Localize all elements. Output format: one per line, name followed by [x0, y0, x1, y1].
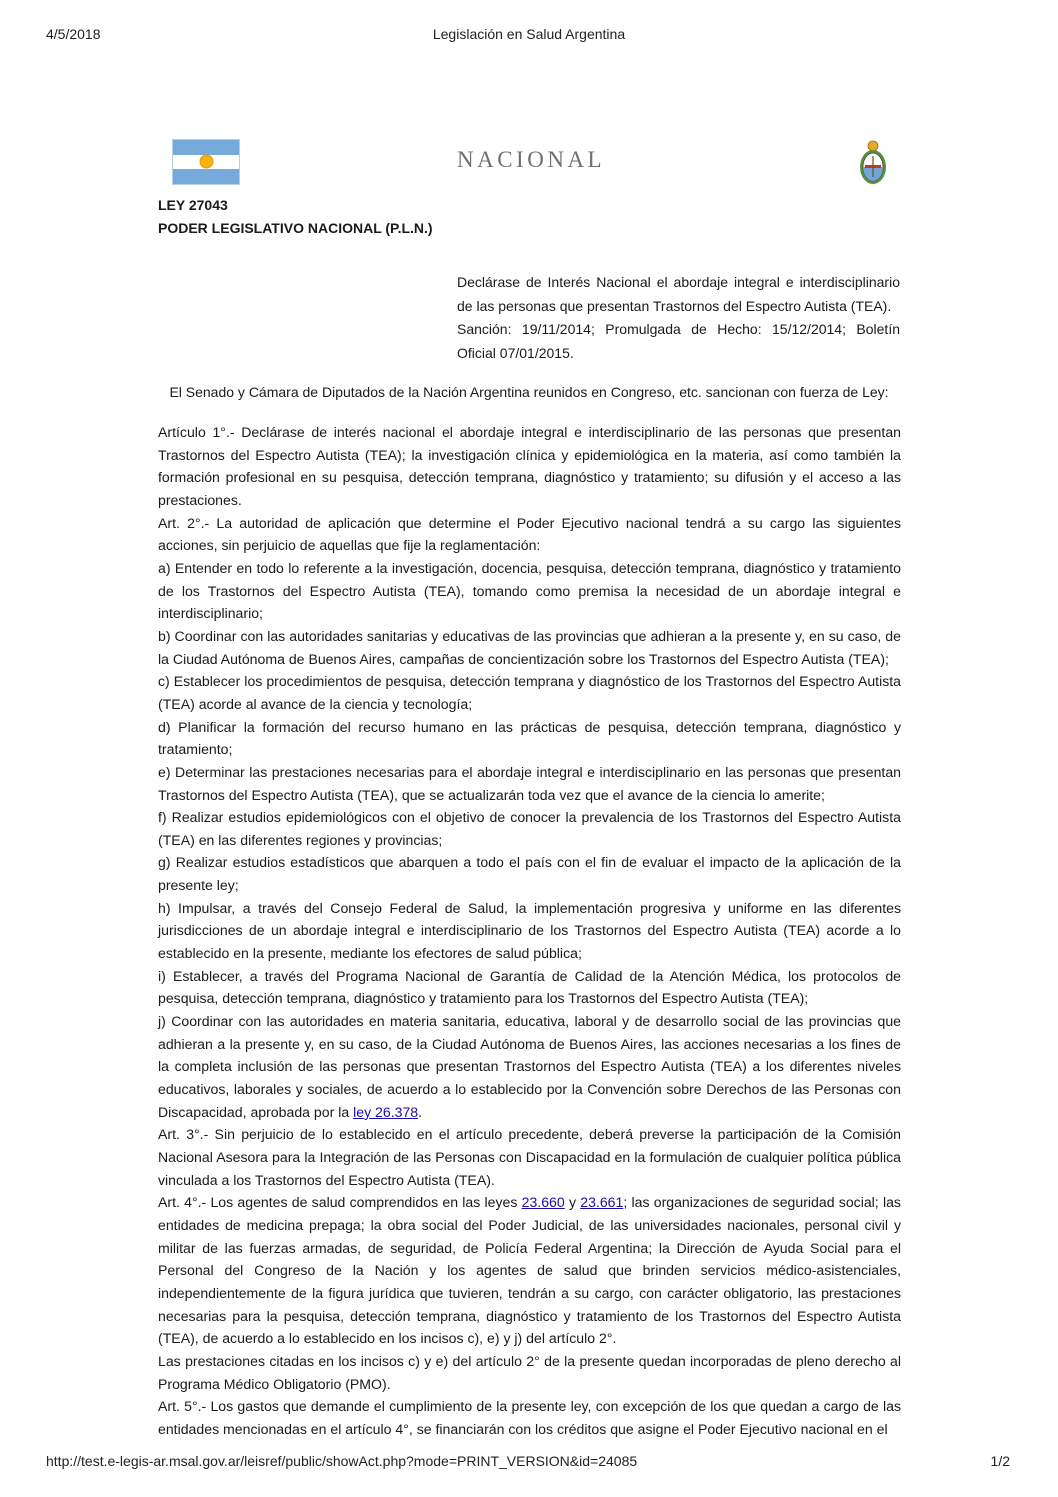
law-number: LEY 27043	[158, 197, 228, 213]
article-2-item-g: g) Realizar estudios estadísticos que abarquen a todo el país con el fin de evaluar el impacto de la aplicación de la presente ley;	[158, 854, 901, 894]
article-4-text-start: Art. 4°.- Los agentes de salud comprendidos en las leyes	[158, 1194, 522, 1211]
page-number: 1/2	[990, 1453, 1010, 1469]
law-issuer: PODER LEGISLATIVO NACIONAL (P.L.N.)	[158, 220, 433, 236]
article-4-conjunction: y	[564, 1194, 581, 1211]
law-heading	[158, 194, 433, 240]
law-body	[158, 421, 901, 1441]
law-23661-link[interactable]: 23.661	[580, 1194, 624, 1211]
law-summary-text: Declárase de Interés Nacional el abordaje integral e interdisciplinario de las personas que presentan Trastornos del Espectro Autista (TEA).	[457, 274, 900, 314]
sun-of-may-icon	[201, 156, 212, 167]
article-2-item-j-text: j) Coordinar con las autoridades en materia sanitaria, educativa, laboral y de desarrollo social de las provincias que adhieran a la presente y, en su caso, de la Ciudad Autónoma de Buenos Aires, las acciones necesarias a los fines de la completa inclusión de las personas que presentan Trastornos del Espectro Autista (TEA) a los diferentes niveles educativos, laborales y sociales, de acuerdo a lo establecido por la Convención sobre Derechos de las Personas con Discapacidad, aprobada por la	[158, 1013, 901, 1120]
argentina-coat-of-arms-icon	[855, 139, 891, 189]
article-2-item-j	[158, 1010, 901, 1123]
article-1: Artículo 1°.- Declárase de interés nacional el abordaje integral e interdisciplinario de las personas que presentan Trastornos del Espectro Autista (TEA); la investigación clínica y epidemiológica en la materia, así como también la formación profesional en su pesquisa, detección temprana, diagnóstico y tratamiento; su difusión y el acceso a las prestaciones.	[158, 424, 901, 508]
article-2-item-h: h) Impulsar, a través del Consejo Federal de Salud, la implementación progresiva y uniforme en las diferentes jurisdicciones de un abordaje integral e interdisciplinario de los Trastornos del Espectro Autista (TEA) acorde a lo establecido en la presente, mediante los efectores de salud pública;	[158, 899, 901, 962]
print-url: http://test.e-legis-ar.msal.gov.ar/leisref/public/showAct.php?mode=PRINT_VERSION&id=24085	[46, 1453, 638, 1469]
article-2-item-j-end: .	[418, 1103, 423, 1120]
law-26378-link[interactable]: ley 26.378	[353, 1103, 419, 1120]
article-2-item-f: f) Realizar estudios epidemiológicos con el objetivo de conocer la prevalencia de los Trastornos del Espectro Autista (TEA) en las diferentes regiones y provincias;	[158, 809, 901, 848]
print-header-title: Legislación en Salud Argentina	[432, 26, 626, 42]
article-2-item-c: c) Establecer los procedimientos de pesquisa, detección temprana y diagnóstico de los Trastornos del Espectro Autista (TEA) acorde al avance de la ciencia y tecnología;	[158, 673, 901, 712]
article-2-item-b: b) Coordinar con las autoridades sanitarias y educativas de las provincias que adhieran a la presente y, en su caso, de la Ciudad Autónoma de Buenos Aires, campañas de concientización sobre los Trastornos del Espectro Autista (TEA);	[158, 627, 901, 667]
article-2-item-e: e) Determinar las prestaciones necesarias para el abordaje integral e interdisciplinario en las personas que presentan Trastornos del Espectro Autista (TEA), que se actualizarán toda vez que el avance de la ciencia lo amerite;	[158, 763, 901, 803]
print-date: 4/5/2018	[46, 26, 101, 42]
pmo-paragraph: Las prestaciones citadas en los incisos c) y e) del artículo 2° de la presente quedan incorporadas de pleno derecho al Programa Médico Obligatorio (PMO).	[158, 1352, 901, 1392]
article-2-item-a: a) Entender en todo lo referente a la investigación, docencia, pesquisa, detección temprana, diagnóstico y tratamiento de los Trastornos del Espectro Autista (TEA), tomando como premisa la necesidad de un abordaje integral e interdisciplinario;	[158, 559, 901, 622]
article-3: Art. 3°.- Sin perjuicio de lo establecido en el artículo precedente, deberá preverse la participación de la Comisión Nacional Asesora para la Integración de las Personas con Discapacidad en la formulación de cualquier política pública vinculada a los Trastornos del Espectro Autista (TEA).	[158, 1126, 901, 1188]
law-summary	[457, 271, 900, 365]
law-23660-link[interactable]: 23.660	[521, 1194, 565, 1211]
article-2-item-i: i) Establecer, a través del Programa Nacional de Garantía de Calidad de la Atención Médica, los protocolos de pesquisa, detección temprana, diagnóstico y tratamiento para los Trastornos del Espectro Autista (TEA);	[158, 967, 901, 1007]
article-4-text-end: ; las organizaciones de seguridad social; las entidades de medicina prepaga; la obra social del Poder Judicial, de las universidades nacionales, personal civil y militar de las fuerzas armadas, de seguridad, de Policía Federal Argentina; la Dirección de Ayuda Social para el Personal del Congreso de la Nación y los agentes de salud que brinden servicios médico-asistenciales, independientemente de la figura jurídica que tuvieren, tendrán a su cargo, con carácter obligatorio, las prestaciones necesarias para la pesquisa, detección temprana, diagnóstico y tratamiento de los Trastornos del Espectro Autista (TEA), de acuerdo a lo establecido en los incisos c), e) y j) del artículo 2°.	[158, 1194, 901, 1347]
article-2-item-d: d) Planificar la formación del recurso humano en las prácticas de pesquisa, detección temprana, diagnóstico y tratamiento;	[158, 718, 901, 758]
article-5: Art. 5°.- Los gastos que demande el cumplimiento de la presente ley, con excepción de los que quedan a cargo de las entidades mencionadas en el artículo 4°, se financiarán con los créditos que asigne el Poder Ejecutivo nacional en el	[158, 1398, 901, 1437]
article-4	[158, 1191, 901, 1350]
banner-heading: NACIONAL	[457, 147, 606, 172]
argentina-flag-icon	[172, 139, 240, 185]
article-2: Art. 2°.- La autoridad de aplicación que determine el Poder Ejecutivo nacional tendrá a su cargo las siguientes acciones, sin perjuicio de aquellas que fije la reglamentación:	[158, 514, 901, 554]
law-dates: Sanción: 19/11/2014; Promulgada de Hecho: 15/12/2014; Boletín Oficial 07/01/2015.	[457, 321, 900, 361]
preamble: El Senado y Cámara de Diputados de la Nación Argentina reunidos en Congreso, etc. sancionan con fuerza de Ley:	[169, 384, 889, 400]
